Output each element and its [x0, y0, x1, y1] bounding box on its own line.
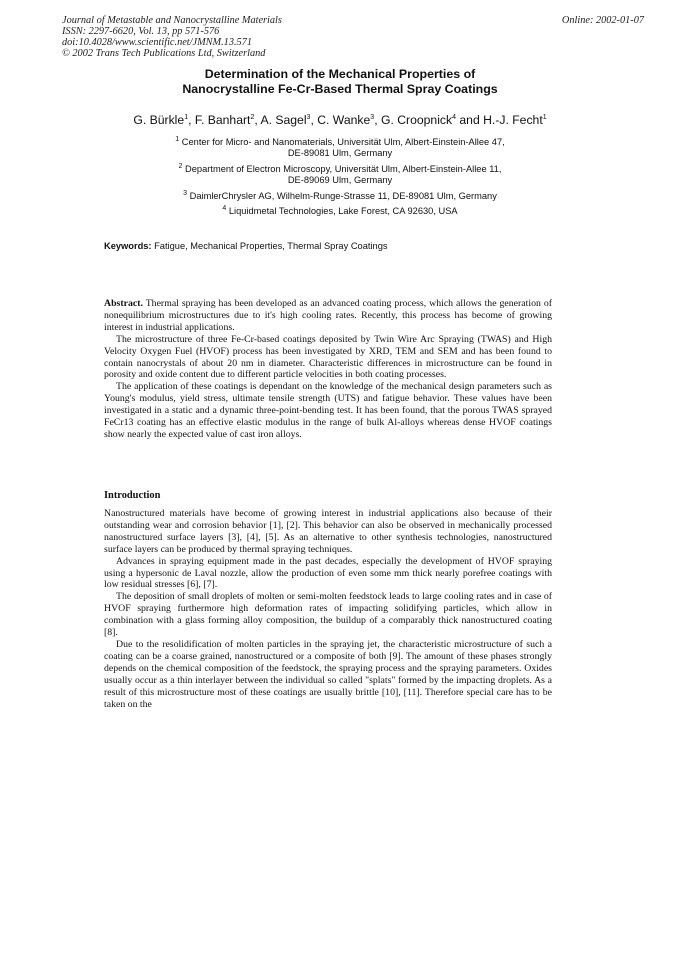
paper-title	[100, 67, 580, 97]
author: C. Wanke$^3$,	[317, 113, 381, 127]
intro-paragraph-4: Due to the resolidification of molten particles in the spraying jet, the characteristic microstructure of such a coating can be a coarse grained, nanostructured or a composite of both [9]. The amount of these phases strongly depends on the chemical composition of the feedstock, the spraying process and the spraying parameters. Oxides usually occur as a thin interlayer between the individual so called "splats" formed by the impacting droplets. As a result of this microstructure most of these coatings are usually brittle [10], [11]. Therefore special care has to be taken on the	[104, 638, 552, 710]
abstract-paragraph-3: The application of these coatings is dependant on the knowledge of the mechanical design parameters such as Young's modulus, yield stress, ultimate tensile strength (UTS) and fatigue behavior. These values have been investigated in a static and a dynamic three-point-bending test. It has been found, that the porous TWAS sprayed FeCr13 coating has an effective elastic modulus in the range of bulk Al-alloys whereas dense HVOF coatings show nearly the expected value of cast iron alloys.	[104, 381, 552, 440]
issn-line: ISSN: 2297-6620, Vol. 13, pp 571-576	[62, 26, 220, 37]
author: G. Bürkle$^1$,	[133, 113, 195, 127]
introduction-heading: Introduction	[104, 490, 161, 501]
affiliation-2: $^2$ Department of Electron Microscopy, Universität Ulm, Albert-Einstein-Allee 11, DE-89069 Ulm, Germany	[178, 162, 502, 185]
online-date: Online: 2002-01-07	[561, 15, 644, 26]
doi-link[interactable]: doi:10.4028/www.scientific.net/JMNM.13.571	[62, 37, 252, 48]
journal-header	[62, 15, 282, 59]
author: F. Banhart$^2$,	[194, 113, 261, 127]
affiliation-4: $^4$ Liquidmetal Technologies, Lake Forest, CA 92630, USA	[222, 204, 458, 216]
abstract-paragraph-2: The microstructure of three Fe-Cr-based coatings deposited by Twin Wire Arc Spraying (TWAS) and High Velocity Oxygen Fuel (HVOF) process has been investigated by XRD, TEM and SEM and has been found to contain nanocrystals of about 20 nm in diameter. Characteristic differences in microstructure can be found in porosity and oxide content due to different particle velocities in both coating processes.	[104, 333, 552, 381]
intro-paragraph-2: Advances in spraying equipment made in the past decades, especially the development of HVOF spraying using a hypersonic de Laval nozzle, allow the production of even some mm thick nearly porefree coatings with low residual stresses [6], [7].	[104, 555, 552, 591]
abstract-label: Abstract.	[104, 298, 143, 309]
intro-paragraph-3: The deposition of small droplets of molten or semi-molten feedstock leads to large cooling rates and in case of HVOF spraying furthermore high deformation rates of impacting solidifying particles, which allow in combination with a glass forming alloy composition, the buildup of a comparably thick nanostructured coating [8].	[104, 591, 552, 639]
keywords-label: Keywords:	[104, 241, 152, 251]
keywords-text: Fatigue, Mechanical Properties, Thermal Spray Coatings	[154, 241, 388, 251]
introduction-body	[104, 508, 552, 710]
title-line-2: Nanocrystalline Fe-Cr-Based Thermal Spray Coatings	[182, 82, 498, 96]
affiliation-3: $^3$ DaimlerChrysler AG, Wilhelm-Runge-Strasse 11, DE-89081 Ulm, Germany	[183, 189, 497, 201]
author-list	[60, 113, 620, 127]
keywords	[104, 241, 388, 251]
title-line-1: Determination of the Mechanical Properties of	[204, 67, 476, 81]
intro-paragraph-1: Nanostructured materials have become of growing interest in industrial applications also because of their outstanding wear and corrosion behavior [1], [2]. This behavior can also be observed in mechanically processed nanostructured surface layers [3], [4], [5]. As an alternative to other synthesis technologies, nanostructured surface layers can be produced by thermal spraying techniques.	[104, 508, 552, 555]
abstract	[104, 298, 552, 441]
affiliation-1: $^1$ Center for Micro- and Nanomaterials, Universität Ulm, Albert-Einstein-Allee 47, DE-89081 Ulm, Germany	[175, 135, 505, 158]
author: H.-J. Fecht$^1$	[483, 113, 547, 127]
author: A. Sagel$^3$,	[260, 113, 318, 127]
abstract-paragraph-1: Abstract. Thermal spraying has been developed as an advanced coating process, which allows the generation of nonequilibrium microstructures due to it's high cooling rates. Recently, this process has become of growing interest in industrial applications.	[104, 298, 552, 333]
copyright-line: © 2002 Trans Tech Publications Ltd, Switzerland	[62, 48, 266, 59]
journal-name: Journal of Metastable and Nanocrystalline Materials	[62, 15, 282, 26]
author: G. Croopnick$^4$ and	[380, 113, 484, 127]
